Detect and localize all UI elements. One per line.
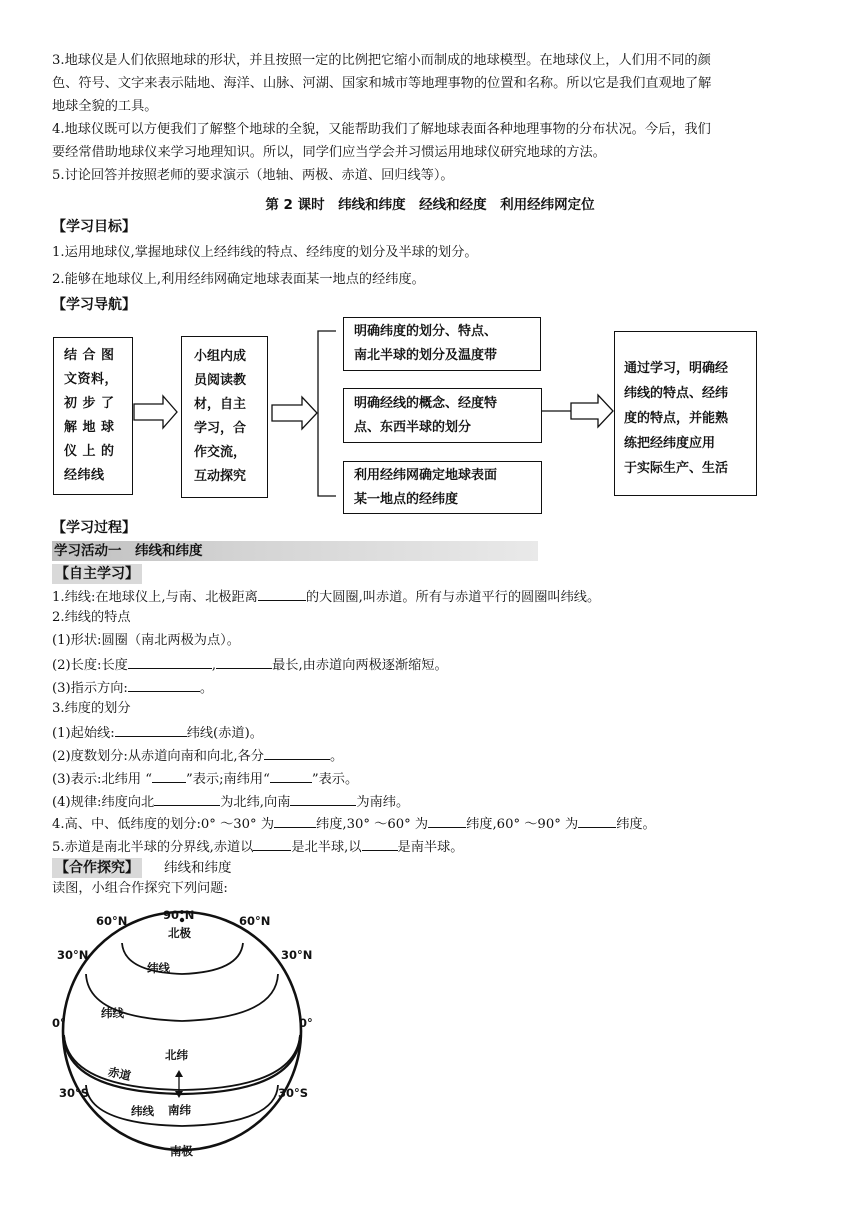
flow-box-latitude-goal: 明确纬度的划分、特点、 南北半球的划分及温度带: [343, 317, 541, 371]
label-90n: 90°N: [163, 908, 195, 922]
label-south-pole: 南极: [170, 1144, 193, 1158]
blank-north-trend[interactable]: [154, 791, 220, 806]
intro-p3-line3: 地球全貌的工具。: [52, 99, 158, 114]
blank-north-hemisphere[interactable]: [253, 836, 291, 851]
flow-arrow-1: [134, 396, 177, 428]
label-parallel-lower: 纬线: [131, 1104, 154, 1118]
label-30s-right: 30°S: [278, 1086, 309, 1100]
label-parallel-upper: 纬线: [147, 961, 170, 975]
label-30n-left: 30°N: [57, 948, 89, 962]
label-south-latitude: 南纬: [168, 1103, 191, 1117]
blank-direction[interactable]: [128, 677, 200, 692]
question-3-1: (1)起始线: 纬线(赤道)。: [52, 722, 263, 744]
coop-heading: 【合作探究】: [52, 858, 142, 878]
flow-arrow-2: [272, 397, 317, 429]
blank-length[interactable]: [128, 654, 212, 669]
coop-title: 纬线和纬度: [164, 860, 232, 876]
question-2-3: (3)指示方向: 。: [52, 677, 213, 699]
read-figure-instruction: 读图，小组合作探究下列问题:: [52, 881, 228, 896]
nav-heading: 【学习导航】: [52, 297, 136, 313]
goal-item-1: 1.运用地球仪,掌握地球仪上经纬线的特点、经纬度的划分及半球的划分。: [52, 245, 478, 260]
lat-arrow-up: [175, 1070, 183, 1077]
label-0-right: 0°: [299, 1016, 313, 1030]
equator-line: [64, 1035, 300, 1090]
question-3-3: (3)表示:北纬用 “ ”表示;南纬用“ ”表示。: [52, 768, 358, 790]
label-equator: 赤道: [106, 1064, 133, 1084]
flow-arrow-3: [571, 395, 613, 427]
flow-box-outcome: 通过学习，明确经 纬线的特点、经纬 度的特点，并能熟 练把经纬度应用 于实际生产、生活: [614, 331, 757, 496]
goals-heading: 【学习目标】: [52, 219, 136, 235]
flow-box-grid-location: 利用经纬网确定地球表面 某一地点的经纬度: [343, 461, 542, 514]
label-parallel-mid: 纬线: [101, 1006, 124, 1020]
flow-bracket: [318, 331, 336, 496]
question-1: 1.纬线:在地球仪上,与南、北极距离 的大圆圈,叫赤道。所有与赤道平行的圆圈叫纬线。: [52, 586, 600, 608]
intro-p5: 5.讨论回答并按照老师的要求演示（地轴、两极、赤道、回归线等）。: [52, 168, 454, 183]
label-30n-right: 30°N: [281, 948, 313, 962]
question-3-2: (2)度数划分:从赤道向南和向北,各分 。: [52, 745, 343, 767]
blank-north-symbol[interactable]: [152, 768, 186, 783]
blank-low-latitude[interactable]: [274, 813, 316, 828]
intro-p3-line1: 3.地球仪是人们依照地球的形状，并且按照一定的比例把它缩小而制成的地球模型。在地球仪上，人们用不同的颜: [52, 53, 711, 68]
self-study-heading: 【自主学习】: [52, 564, 142, 584]
label-60n-right: 60°N: [239, 914, 271, 928]
question-3-4: (4)规律:纬度向北 为北纬,向南 为南纬。: [52, 791, 409, 813]
intro-p3-line2: 色、符号、文字来表示陆地、海洋、山脉、河湖、国家和城市等地理事物的位置和名称。所以它是我们直观地了解: [52, 76, 712, 91]
activity-1-banner: [52, 541, 538, 561]
goal-item-2: 2.能够在地球仪上,利用经纬网确定地球表面某一地点的经纬度。: [52, 272, 425, 287]
blank-mid-latitude[interactable]: [428, 813, 466, 828]
question-2: 2.纬线的特点: [52, 610, 131, 625]
blank-south-trend[interactable]: [290, 791, 356, 806]
flow-box-group-study: 小组内成 员阅读教 材，自主 学习，合 作交流， 互动探究: [181, 336, 268, 498]
blank-equator-distance[interactable]: [258, 586, 306, 601]
label-60n-left: 60°N: [96, 914, 128, 928]
blank-high-latitude[interactable]: [578, 813, 616, 828]
blank-south-symbol[interactable]: [270, 768, 312, 783]
globe-latitude-figure: [40, 900, 340, 1162]
label-30s-left: 30°S: [59, 1086, 90, 1100]
process-heading: 【学习过程】: [52, 520, 136, 536]
parallel-60n: [122, 943, 243, 974]
blank-south-hemisphere[interactable]: [362, 836, 398, 851]
lesson-title: 第 2 课时 纬线和纬度 经线和经度 利用经纬网定位: [265, 197, 595, 213]
label-north-latitude: 北纬: [165, 1048, 188, 1062]
blank-degrees[interactable]: [264, 745, 330, 760]
label-0-left: 0°: [52, 1016, 66, 1030]
flow-box-read-materials: 结 合 图 文资料， 初 步 了 解 地 球 仪 上 的 经纬线: [53, 337, 133, 495]
question-5: 5.赤道是南北半球的分界线,赤道以 是北半球,以 是南半球。: [52, 836, 463, 858]
question-2-2: (2)长度:长度 , 最长,由赤道向两极逐渐缩短。: [52, 654, 448, 676]
activity-1-title: 学习活动一 纬线和纬度: [54, 543, 203, 559]
equator-band: [64, 1037, 300, 1094]
intro-p4-line1: 4.地球仪既可以方便我们了解整个地球的全貌，又能帮助我们了解地球表面各种地理事物的分布状况。今后，我们: [52, 122, 711, 137]
question-4: 4.高、中、低纬度的划分:0° ～30° 为 纬度,30° ～60° 为 纬度,60° ～90° 为 纬度。: [52, 813, 656, 835]
label-north-pole: 北极: [168, 926, 191, 940]
flowchart-connectors: [0, 0, 860, 560]
flow-box-longitude-goal: 明确经线的概念、经度特 点、东西半球的划分: [343, 388, 542, 443]
intro-p4-line2: 要经常借助地球仪来学习地理知识。所以，同学们应当学会并习惯运用地球仪研究地球的方法。: [52, 145, 606, 160]
blank-start-line[interactable]: [115, 722, 187, 737]
question-2-1: (1)形状:圆圈（南北两极为点）。: [52, 633, 240, 648]
blank-longest[interactable]: [216, 654, 272, 669]
question-3: 3.纬度的划分: [52, 701, 131, 716]
